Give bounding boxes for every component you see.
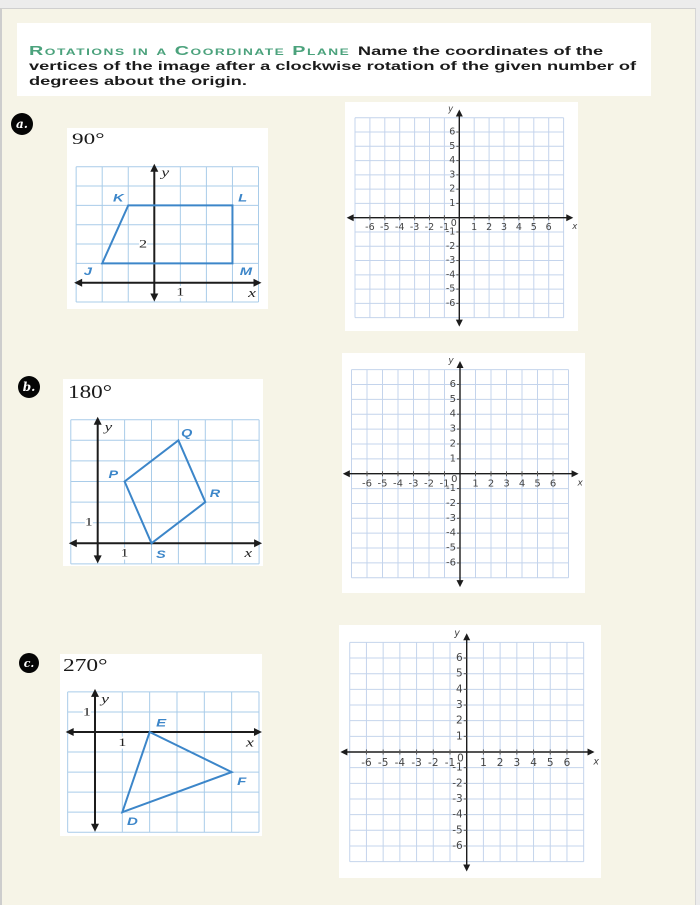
origin-label: 0 [450, 217, 457, 229]
problem-b-figure-graph [63, 379, 263, 566]
arrow-left-icon [343, 470, 350, 477]
y-tick-label: 2 [449, 183, 456, 195]
vertex-label-F: F [237, 774, 247, 788]
axis-label-y: y [104, 420, 113, 435]
x-tick-label: -5 [380, 222, 390, 234]
x-tick-label: 5 [530, 222, 537, 234]
x-tick-label: 3 [503, 478, 510, 490]
y-tick-label: -1 [446, 483, 456, 495]
y-tick-label: -3 [452, 792, 463, 805]
x-tick-label: 6 [563, 756, 571, 769]
y-tick-label: -1 [452, 761, 463, 774]
x-tick-label: -6 [361, 756, 372, 769]
x-tick-label: -5 [377, 478, 388, 490]
y-tick-label: 1 [449, 197, 456, 209]
x-tick-label: 6 [549, 478, 557, 490]
arrow-right-icon [572, 470, 579, 477]
x-tick-label: -3 [409, 222, 420, 234]
problem-c-figure-graph [60, 654, 262, 836]
arrow-right-icon [588, 749, 595, 756]
y-tick-label: -3 [446, 512, 456, 524]
y-tick-label: 6 [456, 652, 463, 665]
y-tick-label: 3 [449, 169, 456, 181]
arrow-up-icon [91, 689, 99, 697]
preimage-shape [102, 205, 232, 263]
axis-tick-label: 1 [82, 705, 91, 719]
arrow-down-icon [457, 580, 464, 587]
problem-b-angle-label: 180° [67, 382, 112, 403]
x-tick-label: 3 [500, 222, 508, 234]
x-tick-label: 1 [472, 478, 479, 490]
x-tick-label: 4 [530, 756, 537, 769]
arrow-down-icon [94, 555, 102, 563]
x-tick-label: 1 [471, 222, 478, 234]
x-tick-label: -2 [428, 756, 439, 769]
arrow-right-icon [254, 728, 262, 736]
problem-a-badge-icon: a. [11, 113, 33, 135]
worksheet-page [0, 8, 696, 905]
x-tick-label: 2 [496, 756, 504, 769]
preimage-shape [125, 440, 206, 543]
x-tick-label: 6 [545, 222, 552, 234]
x-tick-label: -1 [439, 478, 450, 490]
axis-tick-label: 1 [120, 547, 129, 561]
arrow-down-icon [91, 824, 99, 832]
x-tick-label: 2 [487, 478, 495, 490]
axis-label-y: y [161, 165, 170, 180]
y-tick-label: 1 [456, 730, 463, 743]
x-tick-label: 2 [486, 222, 493, 234]
origin-label: 0 [451, 474, 458, 486]
instructions-line-3: degrees about the origin. [28, 74, 247, 89]
vertex-label-K: K [112, 191, 124, 204]
vertex-label-J: J [83, 264, 92, 278]
grid-lines [68, 692, 259, 832]
problem-b-answer-graph[interactable] [342, 353, 585, 593]
axes [343, 361, 579, 587]
y-tick-label: 5 [456, 667, 463, 680]
y-tick-label: -4 [445, 269, 456, 281]
origin-label: 0 [457, 752, 464, 765]
y-tick-label: 4 [456, 683, 463, 696]
y-tick-label: -5 [446, 542, 456, 554]
x-tick-label: -4 [394, 756, 406, 769]
y-tick-label: -6 [445, 297, 456, 309]
arrow-up-icon [457, 361, 464, 368]
y-tick-label: 5 [449, 393, 456, 405]
x-tick-label: -2 [424, 478, 434, 490]
x-tick-label: -6 [362, 478, 372, 490]
y-axis-label: y [448, 104, 454, 115]
problem-b-figure [63, 379, 263, 566]
y-tick-label: 6 [449, 126, 456, 138]
y-tick-label: 4 [449, 408, 456, 420]
axis-label-x: x [248, 286, 256, 301]
arrow-left-icon [347, 214, 354, 221]
arrow-left-icon [340, 749, 347, 756]
vertex-label-D: D [127, 814, 138, 828]
y-tick-label: -6 [452, 839, 463, 852]
vertex-label-M: M [239, 264, 253, 278]
y-tick-label: -4 [452, 808, 463, 821]
grid-lines [71, 420, 259, 564]
y-tick-label: -2 [446, 497, 456, 509]
arrow-down-icon [150, 294, 158, 302]
vertex-label-L: L [238, 191, 248, 204]
x-tick-label: -4 [393, 478, 403, 490]
axis-label-x: x [244, 546, 253, 561]
arrow-down-icon [456, 320, 463, 327]
x-tick-label: 4 [518, 478, 526, 490]
x-tick-label: -3 [411, 756, 422, 769]
arrow-up-icon [463, 633, 470, 640]
arrow-left-icon [69, 539, 77, 547]
x-axis-label: x [577, 478, 583, 489]
problem-c-angle-label: 270° [63, 654, 108, 675]
y-axis-label: y [448, 355, 454, 366]
axis-tick-label: 2 [139, 237, 148, 251]
y-tick-label: 1 [449, 453, 456, 465]
x-tick-label: 1 [480, 756, 487, 769]
problem-c-figure [60, 654, 262, 836]
y-tick-label: 3 [449, 423, 456, 435]
axis-label-y: y [101, 692, 110, 707]
y-tick-label: -2 [452, 777, 463, 790]
vertex-label-S: S [156, 547, 166, 561]
arrow-up-icon [150, 164, 158, 172]
x-tick-label: 5 [534, 478, 541, 490]
y-tick-label: 2 [456, 714, 463, 727]
y-axis-label: y [454, 627, 460, 639]
instructions-line-2: vertices of the image after a clockwise rotation of the given number of [28, 58, 636, 73]
instructions-line-1 [29, 43, 700, 59]
y-tick-label: -4 [446, 527, 456, 539]
problem-a-figure [67, 128, 268, 309]
arrow-left-icon [66, 728, 74, 736]
problem-b-answer-grid[interactable] [342, 353, 585, 593]
problem-a-answer-grid[interactable] [345, 102, 578, 331]
problem-a-figure-graph [67, 128, 268, 309]
x-tick-label: 4 [515, 222, 522, 234]
x-tick-label: -1 [439, 222, 450, 234]
y-tick-label: 4 [449, 155, 456, 167]
y-tick-label: 2 [449, 438, 456, 450]
vertex-label-P: P [108, 467, 119, 481]
axis-tick-label: 1 [118, 735, 127, 750]
x-tick-label: 3 [513, 756, 521, 769]
axis-tick-label: 1 [84, 516, 93, 530]
x-tick-label: 5 [546, 756, 554, 769]
arrow-down-icon [463, 864, 470, 871]
problem-c-badge-icon: c. [19, 653, 39, 673]
section-title: Rotations in a Coordinate Plane [28, 43, 351, 59]
y-tick-label: -5 [452, 824, 463, 837]
vertex-label-Q: Q [181, 426, 193, 440]
axis-label-x: x [246, 735, 254, 750]
y-tick-label: 5 [449, 140, 456, 152]
x-axis-label: x [572, 221, 578, 232]
vertex-label-E: E [156, 716, 167, 730]
problem-c-answer-graph[interactable] [339, 625, 601, 878]
arrow-up-icon [456, 109, 463, 116]
axes [66, 689, 262, 832]
x-tick-label: -5 [377, 756, 389, 769]
y-tick-label: -5 [445, 283, 456, 295]
y-tick-label: 3 [456, 699, 463, 712]
x-tick-label: -6 [365, 222, 375, 234]
axes [347, 109, 574, 326]
arrow-right-icon [566, 214, 573, 221]
problem-c-answer-grid[interactable] [339, 625, 601, 878]
axis-tick-label: 1 [176, 285, 185, 299]
x-tick-label: -1 [444, 756, 456, 769]
x-tick-label: -2 [424, 222, 435, 234]
x-axis-label: x [593, 756, 600, 768]
y-tick-label: -2 [445, 240, 456, 252]
y-tick-label: 6 [449, 378, 456, 390]
instructions-box [17, 23, 651, 96]
arrow-left-icon [74, 279, 82, 287]
problem-a-angle-label: 90° [72, 130, 105, 148]
problem-a-answer-graph[interactable] [345, 102, 578, 331]
vertex-label-R: R [209, 486, 221, 500]
arrow-right-icon [254, 539, 262, 547]
problem-b-badge-icon: b. [18, 376, 40, 398]
axes [69, 417, 262, 564]
arrow-up-icon [94, 417, 102, 425]
y-tick-label: -1 [445, 226, 456, 238]
axes [340, 633, 594, 871]
y-tick-label: -6 [446, 557, 456, 569]
x-tick-label: -4 [394, 222, 405, 234]
x-tick-label: -3 [408, 478, 419, 490]
y-tick-label: -3 [445, 255, 456, 267]
instructions-text-1: Name the coordinates of the [357, 44, 603, 59]
